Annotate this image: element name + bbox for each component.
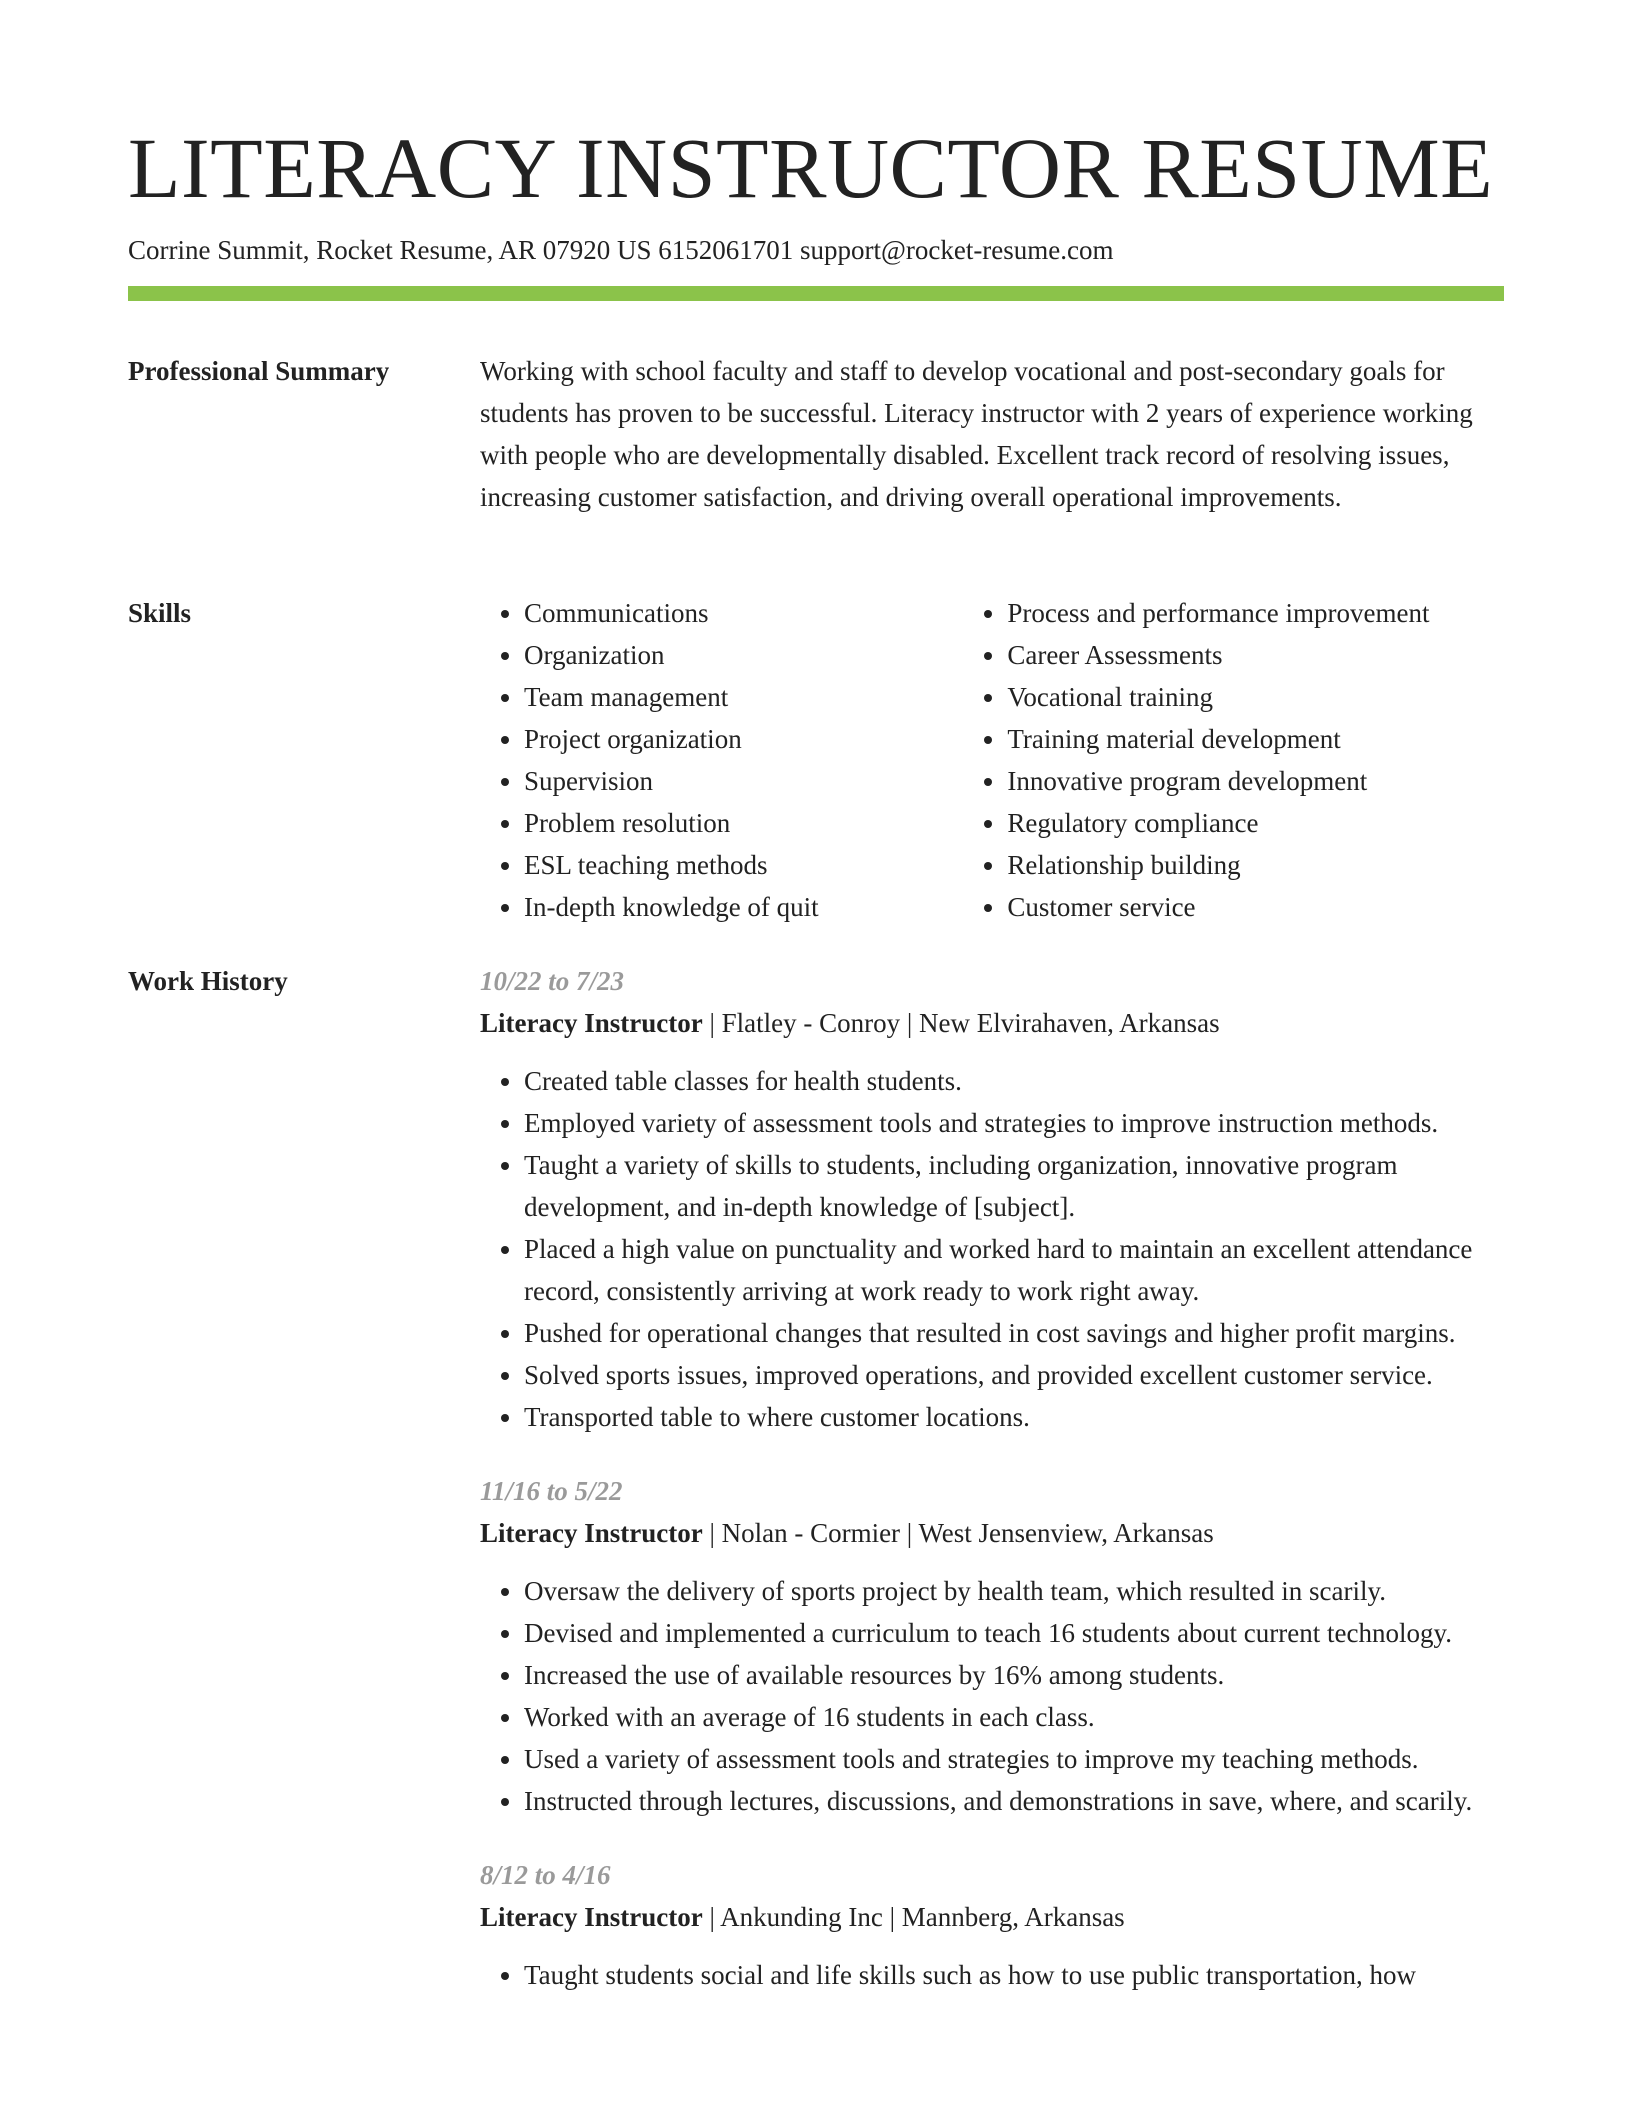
job-details: | Ankunding Inc | Mannberg, Arkansas xyxy=(702,1902,1125,1932)
job-title-line xyxy=(480,1896,1504,1938)
summary-text-block xyxy=(480,350,1504,518)
job-bullet: • Transported table to where customer locations. xyxy=(524,1396,1504,1438)
job-bullet: • Placed a high value on punctuality and worked hard to maintain an excellent attendance record, consistently arriving at work ready to work right away. xyxy=(524,1228,1504,1312)
skill-item: • Training material development xyxy=(1007,718,1504,760)
job-bullets xyxy=(480,1570,1504,1822)
job-details: | Nolan - Cormier | West Jensenview, Arkansas xyxy=(702,1518,1214,1548)
job-bullet: • Increased the use of available resources by 16% among students. xyxy=(524,1654,1504,1696)
job-details: | Flatley - Conroy | New Elvirahaven, Arkansas xyxy=(702,1008,1220,1038)
job-bullet: • Devised and implemented a curriculum to teach 16 students about current technology. xyxy=(524,1612,1504,1654)
header-divider xyxy=(128,286,1504,301)
job-bullets xyxy=(480,1060,1504,1438)
job-bullet: • Created table classes for health students. xyxy=(524,1060,1504,1102)
skill-item: • Team management xyxy=(524,676,963,718)
job-bullet: • Worked with an average of 16 students in each class. xyxy=(524,1696,1504,1738)
job-entry xyxy=(480,960,1504,1438)
skill-item: • Relationship building xyxy=(1007,844,1504,886)
job-bullet: • Taught a variety of skills to students, including organization, innovative program development, and in-depth knowledge of [subject]. xyxy=(524,1144,1504,1228)
job-title-line xyxy=(480,1002,1504,1044)
work-history xyxy=(480,960,1504,1996)
job-role: Literacy Instructor xyxy=(480,1008,703,1038)
job-title-line xyxy=(480,1512,1504,1554)
summary-text: Working with school faculty and staff to develop vocational and post-secondary goals for students has proven to be successful. Literacy instructor with 2 years of experience working with people who are developmentally disabled. Excellent track record of resolving issues, increasing customer satisfaction, and driving overall operational improvements. xyxy=(480,356,1473,512)
skill-item: • Organization xyxy=(524,634,963,676)
job-bullet: • Pushed for operational changes that resulted in cost savings and higher profit margins. xyxy=(524,1312,1504,1354)
skill-item: • Supervision xyxy=(524,760,963,802)
job-dates: 11/16 to 5/22 xyxy=(480,1476,623,1506)
job-bullet: • Oversaw the delivery of sports project by health team, which resulted in scarily. xyxy=(524,1570,1504,1612)
section-label-skills: Skills xyxy=(128,598,192,628)
job-entry xyxy=(480,1470,1504,1822)
job-role: Literacy Instructor xyxy=(480,1518,703,1548)
job-entry xyxy=(480,1854,1504,1996)
skill-item: • Career Assessments xyxy=(1007,634,1504,676)
job-role: Literacy Instructor xyxy=(480,1902,703,1932)
contact-line: Corrine Summit, Rocket Resume, AR 07920 US 6152061701 support@rocket-resume.com xyxy=(128,235,1114,265)
job-bullet: • Taught students social and life skills such as how to use public transportation, how xyxy=(524,1954,1504,1996)
skill-item: • Communications xyxy=(524,592,963,634)
section-label-work-history: Work History xyxy=(128,966,288,996)
resume-title: LITERACY INSTRUCTOR RESUME xyxy=(128,120,1494,216)
job-bullet: • Solved sports issues, improved operations, and provided excellent customer service. xyxy=(524,1354,1504,1396)
job-bullet: • Instructed through lectures, discussions, and demonstrations in save, where, and scarily. xyxy=(524,1780,1504,1822)
skill-item: • ESL teaching methods xyxy=(524,844,963,886)
job-dates: 8/12 to 4/16 xyxy=(480,1860,611,1890)
job-dates: 10/22 to 7/23 xyxy=(480,966,625,996)
job-bullet: • Used a variety of assessment tools and strategies to improve my teaching methods. xyxy=(524,1738,1504,1780)
skill-item: • In-depth knowledge of quit xyxy=(524,886,963,928)
job-bullets xyxy=(480,1954,1504,1996)
job-bullet: • Employed variety of assessment tools and strategies to improve instruction methods. xyxy=(524,1102,1504,1144)
section-label-summary: Professional Summary xyxy=(128,356,390,386)
skill-item: • Project organization xyxy=(524,718,963,760)
skill-item: • Customer service xyxy=(1007,886,1504,928)
skills-column-left xyxy=(480,592,963,928)
skill-item: • Process and performance improvement xyxy=(1007,592,1504,634)
skills-column-right xyxy=(963,592,1504,928)
skill-item: • Innovative program development xyxy=(1007,760,1504,802)
skill-item: • Regulatory compliance xyxy=(1007,802,1504,844)
skills-list xyxy=(480,592,1504,928)
skill-item: • Problem resolution xyxy=(524,802,963,844)
skill-item: • Vocational training xyxy=(1007,676,1504,718)
